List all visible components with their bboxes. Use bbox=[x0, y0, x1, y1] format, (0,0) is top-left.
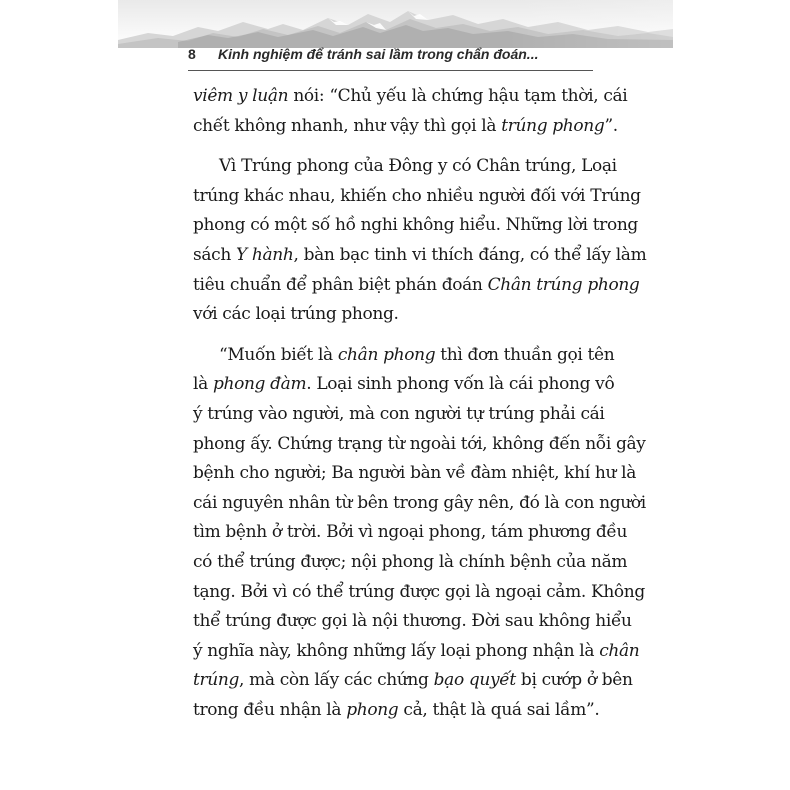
italic-term: trúng bbox=[193, 670, 239, 691]
text-line bbox=[193, 112, 633, 142]
italic-term: viêm y luận bbox=[193, 86, 289, 106]
text-span: cả, thật là quá sai lầm”. bbox=[398, 699, 600, 720]
running-header bbox=[188, 46, 668, 72]
italic-term: Y hành bbox=[235, 244, 294, 265]
text-span: ”. bbox=[604, 115, 618, 136]
text-line bbox=[193, 696, 633, 726]
mountain-header-illustration bbox=[118, 0, 673, 48]
text-span: nói: “Chủ yếu là chứng hậu tạm thời, cái bbox=[288, 86, 628, 106]
text-span: tiêu chuẩn để phân biệt phán đoán bbox=[193, 274, 488, 295]
text-line bbox=[193, 341, 633, 371]
text-line: ý trúng vào người, mà con người tự trúng phải cái bbox=[193, 403, 605, 424]
text-line: có thể trúng được; nội phong là chính bệnh của năm bbox=[193, 551, 628, 572]
text-line bbox=[193, 271, 640, 301]
text-line bbox=[193, 666, 633, 696]
paragraph-2 bbox=[193, 152, 647, 330]
text-span: , bàn bạc tinh vi thích đáng, có thể lấy làm bbox=[293, 244, 647, 265]
italic-term: bạo quyết bbox=[433, 670, 516, 691]
italic-term: trúng phong bbox=[501, 115, 605, 136]
text-span: ý nghĩa này, không những lấy loại phong nhận là bbox=[193, 640, 600, 661]
text-line bbox=[193, 82, 633, 112]
text-span: chết không nhanh, như vậy thì gọi là bbox=[193, 115, 502, 136]
body-text bbox=[193, 82, 647, 736]
text-span: bị cướp ở bên bbox=[515, 670, 633, 691]
text-line: tìm bệnh ở trời. Bởi vì ngoại phong, tám phương đều bbox=[193, 522, 628, 543]
text-line: thể trúng được gọi là nội thương. Đời sau không hiểu bbox=[193, 611, 632, 632]
italic-term: Chân trúng phong bbox=[487, 274, 640, 295]
text-line: với các loại trúng phong. bbox=[193, 304, 399, 325]
paragraph-1 bbox=[193, 82, 633, 141]
text-span: là bbox=[193, 374, 213, 395]
text-line: bệnh cho người; Ba người bàn về đàm nhiệt, khí hư là bbox=[193, 463, 637, 484]
text-line: Vì Trúng phong của Đông y có Chân trúng, Loại bbox=[219, 156, 617, 177]
text-line bbox=[193, 637, 640, 667]
book-page bbox=[118, 0, 673, 790]
page-number: 8 bbox=[188, 46, 196, 62]
text-span: , mà còn lấy các chứng bbox=[239, 670, 434, 691]
paragraph-3 bbox=[193, 341, 646, 726]
text-span: trong đều nhận là bbox=[193, 699, 347, 720]
text-line: tạng. Bởi vì có thể trúng được gọi là ngoại cảm. Không bbox=[193, 581, 645, 602]
italic-term: phong đàm bbox=[212, 374, 307, 395]
italic-term: phong bbox=[346, 699, 399, 720]
text-span: . Loại sinh phong vốn là cái phong vô bbox=[306, 374, 615, 395]
text-line: phong có một số hồ nghi không hiểu. Những lời trong bbox=[193, 215, 638, 236]
text-span: “Muốn biết là bbox=[219, 344, 338, 365]
header-rule bbox=[188, 70, 593, 71]
text-line: phong ấy. Chứng trạng từ ngoài tới, không đến nỗi gây bbox=[193, 433, 646, 454]
text-line: trúng khác nhau, khiến cho nhiều người đối với Trúng bbox=[193, 185, 641, 206]
text-span: thì đơn thuần gọi tên bbox=[435, 344, 615, 365]
text-line bbox=[193, 241, 647, 271]
text-line: cái nguyên nhân từ bên trong gây nên, đó là con người bbox=[193, 492, 646, 513]
text-span: sách bbox=[193, 244, 236, 265]
italic-term: chân bbox=[599, 640, 640, 661]
running-title: Kinh nghiệm để tránh sai lầm trong chẩn đoán... bbox=[218, 46, 539, 62]
text-line bbox=[193, 370, 633, 400]
italic-term: chân phong bbox=[337, 344, 436, 365]
